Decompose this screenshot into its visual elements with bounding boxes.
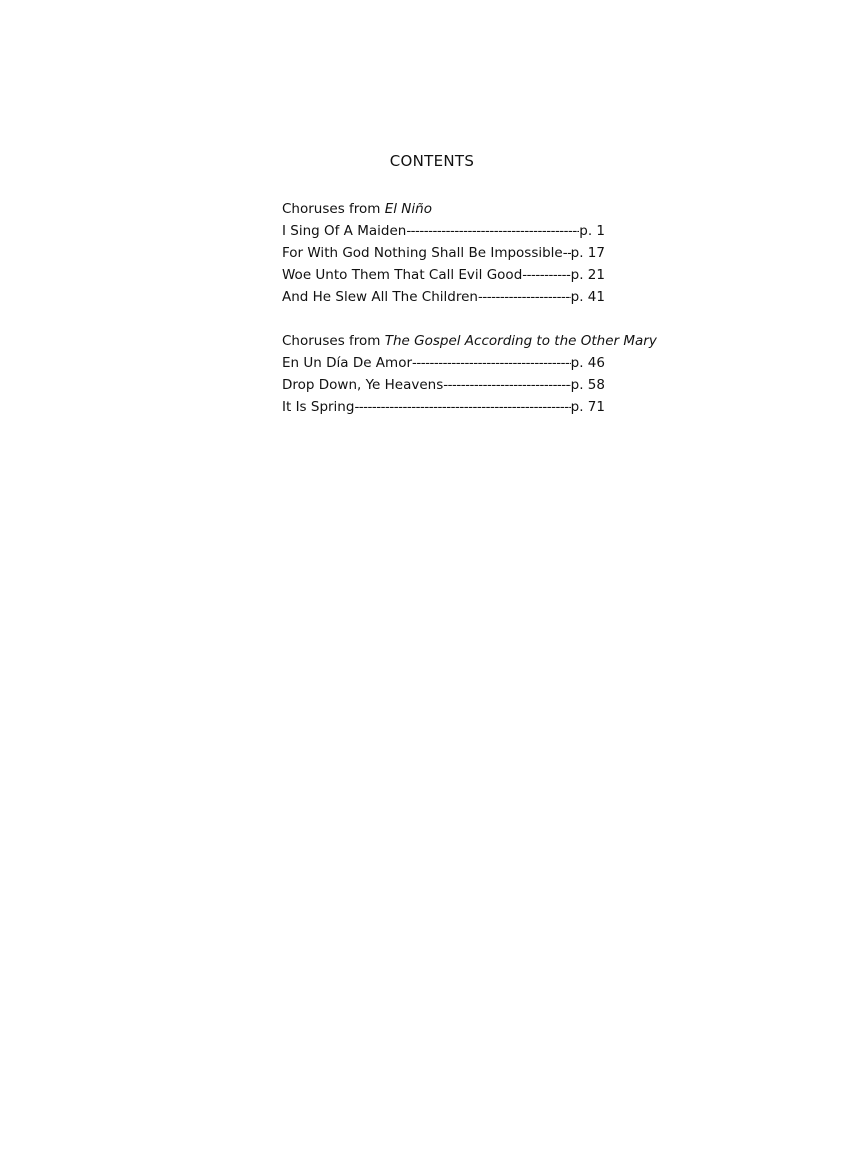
toc-entry-page: p. 46 (570, 355, 605, 371)
dot-leader (443, 374, 570, 396)
toc-entry-page: p. 1 (579, 223, 605, 239)
toc-entry-page: p. 58 (570, 377, 605, 393)
toc-entry (282, 242, 605, 264)
toc-entry (282, 374, 605, 396)
section-el-nino (282, 198, 642, 308)
section-gospel-other-mary (282, 330, 657, 418)
section-heading-work: El Niño (384, 201, 432, 217)
dot-leader (478, 286, 571, 308)
toc-entry (282, 264, 605, 286)
dot-leader (406, 220, 579, 242)
toc-entry-title: It Is Spring (282, 399, 355, 415)
section-heading-prefix: Choruses from (282, 201, 381, 217)
section-heading (282, 330, 657, 352)
toc-entry-title: Woe Unto Them That Call Evil Good (282, 267, 523, 283)
toc-entry-page: p. 41 (570, 289, 605, 305)
table-of-contents (282, 198, 657, 440)
contents-title: CONTENTS (389, 152, 475, 170)
toc-entry-title: And He Slew All The Children (282, 289, 478, 305)
dot-leader (412, 352, 571, 374)
toc-entry-title: I Sing Of A Maiden (282, 223, 407, 239)
toc-entry-title: En Un Día De Amor (282, 355, 413, 371)
section-heading-prefix: Choruses from (282, 333, 381, 349)
toc-entry-page: p. 71 (570, 399, 605, 415)
toc-entry (282, 396, 605, 418)
toc-entry-title: For With God Nothing Shall Be Impossible (282, 245, 563, 261)
section-heading-work: The Gospel According to the Other Mary (384, 333, 657, 349)
dot-leader (354, 396, 570, 418)
toc-entry-page: p. 21 (570, 267, 605, 283)
section-heading (282, 198, 642, 220)
dot-leader (563, 242, 571, 264)
toc-entry (282, 220, 605, 242)
dot-leader (522, 264, 570, 286)
toc-entry (282, 352, 605, 374)
toc-entry-page: p. 17 (570, 245, 605, 261)
toc-entry (282, 286, 605, 308)
toc-entry-title: Drop Down, Ye Heavens (282, 377, 444, 393)
